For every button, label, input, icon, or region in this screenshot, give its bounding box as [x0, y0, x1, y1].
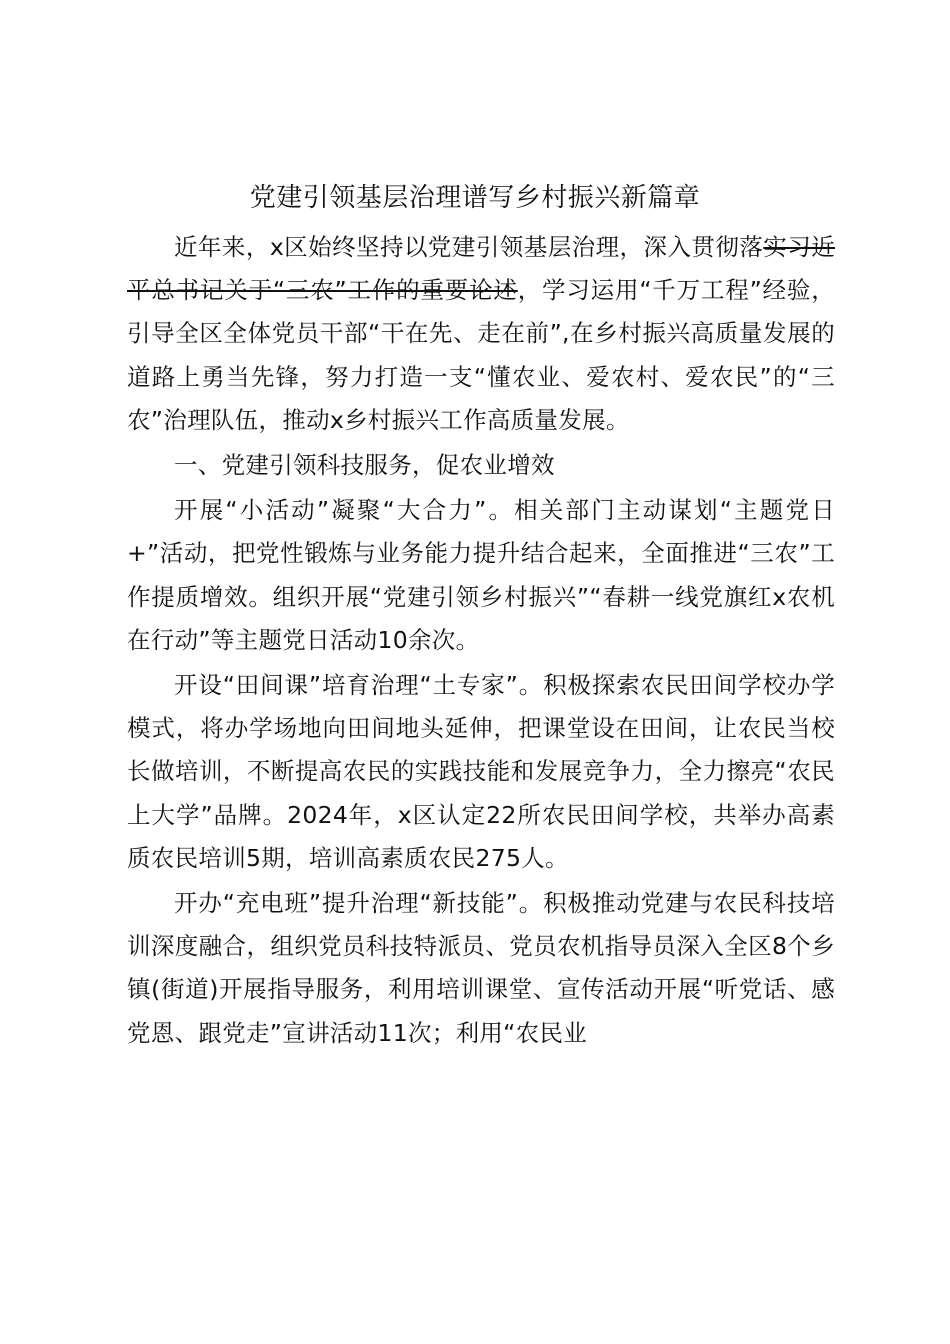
intro-paragraph [127, 226, 835, 442]
section-heading: 一、党建引领科技服务，促农业增效 [174, 451, 555, 480]
paragraph-activities: 开展“小活动”凝聚“大合力”。相关部门主动谋划“主题党日+”活动，把党性锻炼与业务能力提升结合起来，全面推进“三农”工作提质增效。组织开展“党建引领乡村振兴”“春耕一线党旗红x农机在行动”等主题党日活动10余次。 [127, 496, 835, 654]
intro-lead-text: 近年来，x区始终坚持以党建引领基层治理，深入贯彻落 [174, 233, 764, 261]
document-body [127, 226, 835, 1057]
paragraph-field-school: 开设“田间课”培育治理“土专家”。积极探索农民田间学校办学模式，将办学场地向田间地头延伸，把课堂设在田间，让农民当校长做培训，不断提高农民的实践技能和发展竞争力，全力擦亮“农民上大学”品牌。2024年，x区认定22所农民田间学校，共举办高素质农民培训5期，培训高素质农民275人。 [127, 671, 835, 872]
paragraph-training: 开办“充电班”提升治理“新技能”。积极推动党建与农民科技培训深度融合，组织党员科技特派员、党员农机指导员深入全区8个乡镇(街道)开展指导服务，利用培训课堂、宣传活动开展“听党话、感党恩、跟党走”宣讲活动11次；利用“农民业 [127, 889, 835, 1047]
intro-rest-text: ，学习运用“千万工程”经验，引导全区全体党员干部“干在先、走在前”,在乡村振兴高质量发展的道路上勇当先锋，努力打造一支“懂农业、爱农村、爱农民”的“三农”治理队伍，推动x乡村振兴工作高质量发展。 [127, 276, 835, 434]
document-title: 党建引领基层治理谱写乡村振兴新篇章 [249, 183, 701, 213]
intro-struck-text: 实习近平总书记关于“三农”工作的重要论述 [127, 233, 836, 305]
